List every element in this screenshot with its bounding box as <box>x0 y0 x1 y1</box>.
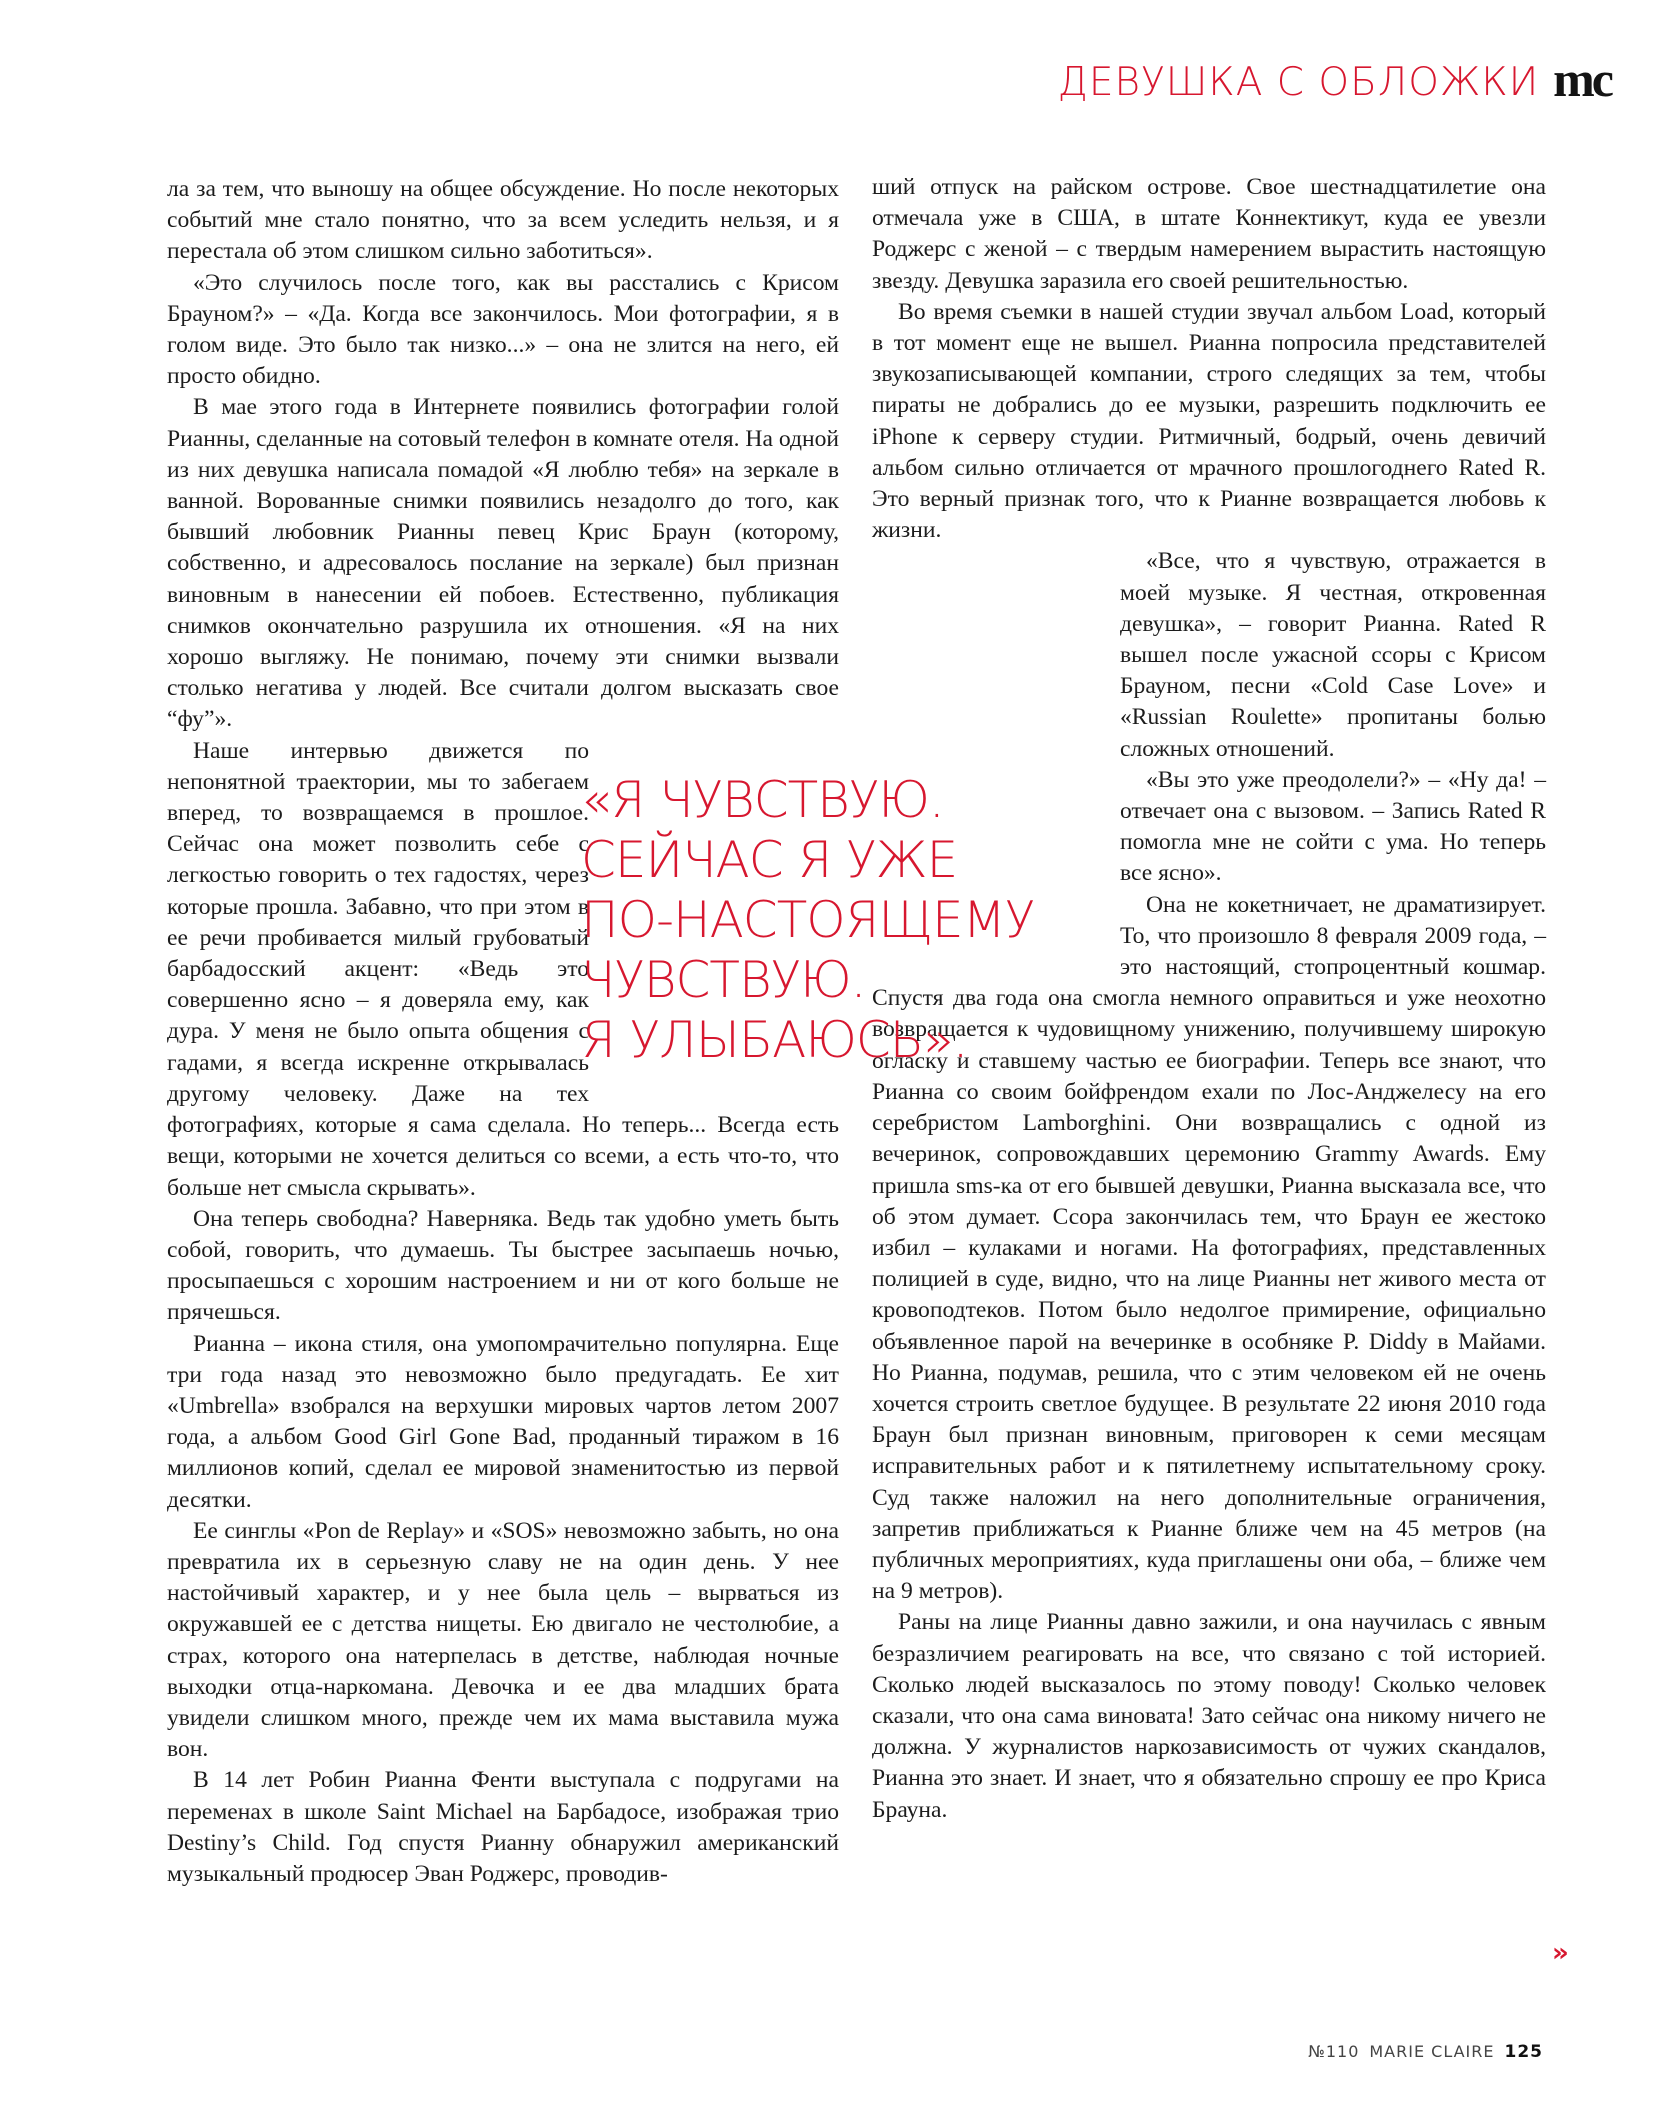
pull-quote-line: ПО-НАСТОЯЩЕМУ <box>581 891 1035 949</box>
pull-quote-line: ЧУВСТВУЮ. <box>581 951 866 1009</box>
paragraph: «Все, что я чувствую, отражается в моей музыке. Я честная, откровенная девушка», – говорит Рианна. Rated R вышел после ужасной ссоры с Крисом Брауном, песни «Cold Case Love» и «Russian Roulette» пропитаны болью сложных отношений. <box>1120 548 1546 762</box>
paragraph: Ее синглы «Pon de Replay» и «SOS» невозможно забыть, но она превратила их в серьезную славу не на один день. У нее настойчивый характер, и у нее была цель – вырваться из окружавшей ее с детства нищеты. Ею двигало не честолюбие, а страх, которого она натерпелась в детстве, наблюдая ночные выходки отца-наркомана. Девочка и ее два младших брата увидели слишком много, прежде чем их мама выставила мужа вон. <box>167 1517 839 1763</box>
paragraph: Она не кокетничает, не драматизирует. То, что произошло 8 февраля 2009 года, – это настоящий, стопроцентный кошмар. Спустя два года она смогла немного оправиться и уже неохотно возвращается к чудовищному унижению, получившему широкую огласку и ставшему частью ее биографии. Теперь все знают, что Рианна со своим бойфрендом ехали по Лос-Анджелесу на его серебристом Lamborghini. Они возвращались с одной из вечеринок, сопровождавших церемонию Grammy Awards. Ему пришла sms-ка от его бывшей девушки, Рианна высказала все, что об этом думает. Ссора закончилась тем, что Браун ее жестоко избил – кулаками и ногами. На фотографиях, представленных полицией в суде, видно, что на лице Рианны нет живого места от кровоподтеков. Потом было недолгое примирение, официально объявленное парой на вечеринке в особняке P. Diddy в Майами. Но Рианна, подумав, решила, что с этим человеком ей не очень хочется строить светлое будущее. В результате 22 июня 2010 года Браун был признан виновным, приговорен к семи месяцам исправительных работ и к пятилетнему испытательному сроку. Суд также наложил на него дополнительные ограничения, запретив приближаться к Рианне ближе чем на 45 метров (на публичных мероприятиях, куда приглашены они оба, – ближе чем на 9 метров). <box>872 891 1546 1605</box>
magazine-logo: mc <box>1553 51 1611 107</box>
paragraph: ла за тем, что выношу на общее обсуждение. Но после некоторых событий мне стало понятно, что за всем уследить нельзя, и я перестала об этом слишком сильно заботиться». <box>167 176 839 265</box>
section-title: ДЕВУШКА С ОБЛОЖКИ <box>1057 60 1540 105</box>
pull-quote-line: Я УЛЫБАЮСЬ». <box>581 1011 968 1069</box>
magazine-name: MARIE CLAIRE <box>1369 2042 1495 2061</box>
pull-quote <box>581 770 1121 1070</box>
paragraph: Раны на лице Рианны давно зажили, и она научилась с явным безразличием реагировать на все, что связано с той историей. Сколько людей высказалось по этому поводу! Сколько человек сказали, что она сама виновата! Зато сейчас она никому ничего не должна. У журналистов наркозависимость от чужих скандалов, Рианна это знает. И знает, что я обязательно спрошу ее про Криса Брауна. <box>872 1609 1546 1823</box>
paragraph: Она теперь свободна? Наверняка. Ведь так удобно уметь быть собой, говорить, что думаешь. Ты быстрее засыпаешь ночью, просыпаешься с хорошим настроением и ни от кого больше не прячешься. <box>167 1205 839 1326</box>
page-header <box>1057 42 1611 107</box>
paragraph: Рианна – икона стиля, она умопомрачительно популярна. Еще три года назад это невозможно было предугадать. Ее хит «Umbrella» взобрался на верхушки мировых чартов летом 2007 года, а альбом Good Girl Gone Bad, проданный тиражом в 16 миллионов копий, сделал ее мировой знаменитостью из первой десятки. <box>167 1330 839 1513</box>
paragraph: Во время съемки в нашей студии звучал альбом Load, который в тот момент еще не вышел. Рианна попросила представителей звукозаписывающей компании, строго следящих за тем, чтобы пираты не добрались до ее музыки, разрешить подключить ее iPhone к серверу студии. Ритмичный, бодрый, очень девичий альбом сильно отличается от мрачного прошлогоднего Rated R. Это верный признак того, что к Рианне возвращается любовь к жизни. <box>872 298 1546 544</box>
continue-arrow-icon: » <box>1552 1938 1569 1968</box>
page-footer <box>1308 2042 1543 2062</box>
paragraph: «Вы это уже преодолели?» – «Ну да! – отвечает она с вызовом. – Запись Rated R помогла мне не сойти с ума. Но теперь все ясно». <box>1120 766 1546 887</box>
paragraph: В мае этого года в Интернете появились фотографии голой Рианны, сделанные на сотовый телефон в комнате отеля. На одной из них девушка написала помадой «Я люблю тебя» на зеркале в ванной. Ворованные снимки появились незадолго до того, как бывший любовник Рианны певец Крис Браун (которому, собственно, и адресовалось послание на зеркале) был признан виновным в нанесении ей побоев. Естественно, публикация снимков окончательно разрушила их отношения. «Я на них хорошо выгляжу. Не понимаю, почему эти снимки вызвали столько негатива у людей. Все считали долгом высказать свое “фу”». <box>167 394 840 733</box>
paragraph: Наше интервью движется по непонятной траектории, мы то забегаем вперед, то возвращаемся в прошлое. Сейчас она может позволить себе с легкостью говорить о тех гадостях, через которые прошла. Забавно, что при этом в ее речи пробивается милый грубоватый барбадосский акцент: «Ведь это совершенно ясно – я доверяла ему, как дура. У меня не было опыта общения с гадами, я всегда искренне открывалась другому человеку. Даже на тех фотографиях, которые я сама сделала. Но теперь... Всегда есть вещи, которыми не хочется делиться со всеми, а есть что-то, что больше нет смысла скрывать». <box>167 737 839 1201</box>
page-number: 125 <box>1504 2042 1543 2062</box>
paragraph: «Это случилось после того, как вы расстались с Крисом Брауном?» – «Да. Когда все закончилось. Мои фотографии, я в голом виде. Это было так низко...» – она не злится на него, ей просто обидно. <box>167 269 839 390</box>
paragraph: ший отпуск на райском острове. Свое шестнадцатилетие она отмечала уже в США, в штате Коннектикут, куда ее увезли Роджерс с женой – с твердым намерением вырастить настоящую звезду. Девушка заразила его своей решительностью. <box>872 174 1546 294</box>
pull-quote-line: СЕЙЧАС Я УЖЕ <box>581 831 958 889</box>
paragraph: В 14 лет Робин Рианна Фенти выступала с подругами на переменах в школе Saint Michael на Барбадосе, изображая трио Destiny’s Child. Год спустя Рианну обнаружил американский музыкальный продюсер Эван Роджерс, проводив- <box>167 1767 839 1887</box>
pull-quote-line: «Я ЧУВСТВУЮ. <box>581 771 944 829</box>
issue-number: №110 <box>1308 2042 1360 2061</box>
